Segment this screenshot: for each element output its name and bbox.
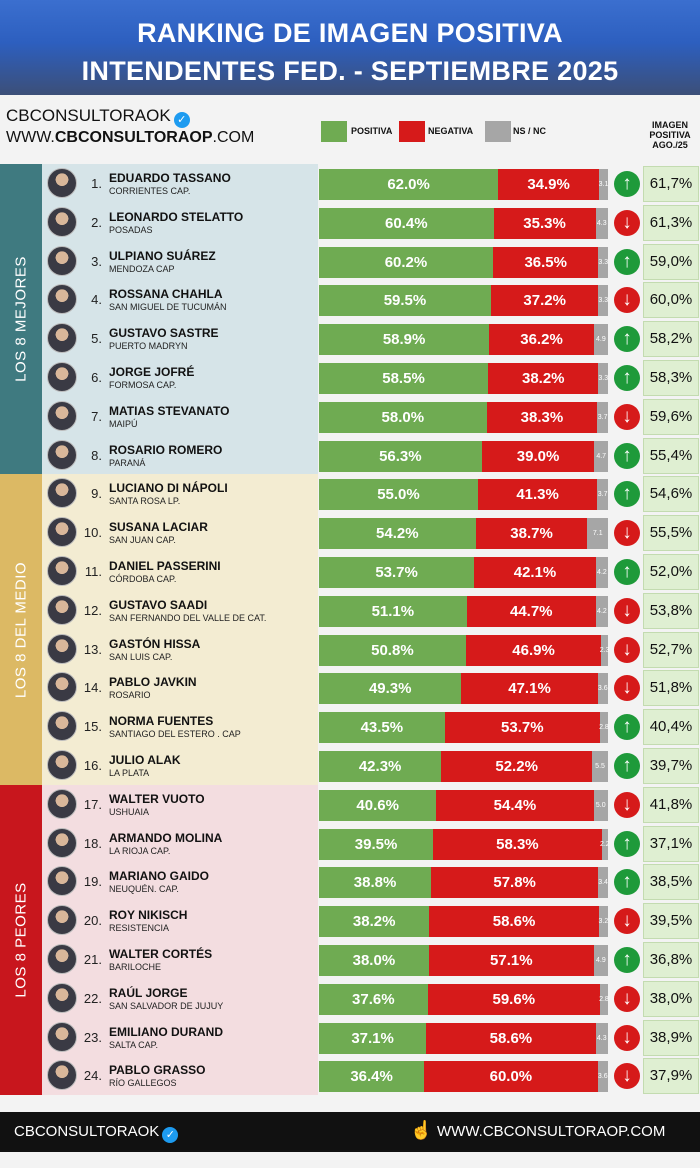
ranking-row <box>0 940 700 979</box>
rank-number: 4. <box>91 292 102 308</box>
avatar <box>47 789 77 819</box>
august-image-value: 39,7% <box>643 748 699 784</box>
bar-positive-segment: 55.0% <box>319 479 478 510</box>
bar-nsnc-segment: 3.4 <box>598 867 608 898</box>
rank-number: 22. <box>83 990 102 1006</box>
bar-positive-segment: 58.5% <box>319 363 488 394</box>
bar-negative-segment: 38.7% <box>476 518 588 549</box>
ranking-row <box>0 1018 700 1057</box>
header-banner <box>0 0 700 95</box>
avatar <box>47 362 77 392</box>
rank-number: 14. <box>83 680 102 696</box>
bar-nsnc-segment: 3.7 <box>597 479 608 510</box>
bar-negative-segment: 46.9% <box>466 635 602 666</box>
ranking-row <box>0 824 700 863</box>
mayor-name: ROSSANA CHAHLA <box>109 287 223 302</box>
ranking-row <box>0 164 700 203</box>
august-image-value: 52,7% <box>643 632 699 668</box>
stacked-bar <box>319 169 608 200</box>
avatar <box>47 944 77 974</box>
website-main: CBCONSULTORAOP <box>54 129 213 146</box>
bar-positive-segment: 40.6% <box>319 790 436 821</box>
brand-website <box>6 129 254 147</box>
mayor-name: MARIANO GAIDO <box>109 869 209 884</box>
bar-positive-segment: 42.3% <box>319 751 441 782</box>
mayor-name: JULIO ALAK <box>109 753 181 767</box>
august-image-value: 37,1% <box>643 826 699 862</box>
stacked-bar <box>319 247 608 278</box>
rank-number: 16. <box>83 758 102 773</box>
arrow-down-icon: ↓ <box>614 210 640 236</box>
city-name: POSADAS <box>109 224 153 235</box>
bar-nsnc-segment: 4.3 <box>596 208 608 239</box>
bar-nsnc-segment: 4.9 <box>594 945 608 976</box>
mayor-name: SUSANA LACIAR <box>109 520 208 535</box>
bar-positive-segment: 38.2% <box>319 906 429 937</box>
stacked-bar <box>319 402 608 433</box>
stacked-bar <box>319 712 608 743</box>
rank-number: 10. <box>83 525 102 541</box>
bar-negative-segment: 60.0% <box>424 1061 597 1092</box>
city-name: RÍO GALLEGOS <box>109 1078 177 1089</box>
verified-badge-icon: ✓ <box>174 112 190 128</box>
stacked-bar <box>319 751 608 782</box>
august-image-value: 36,8% <box>643 942 699 978</box>
city-name: SANTA ROSA LP. <box>109 496 181 507</box>
arrow-up-icon: ↑ <box>614 365 640 391</box>
stacked-bar <box>319 363 608 394</box>
avatar <box>47 440 77 470</box>
avatar <box>47 905 77 935</box>
arrow-down-icon: ↓ <box>614 1025 640 1051</box>
rank-number: 5. <box>91 331 102 347</box>
bar-negative-segment: 57.1% <box>429 945 594 976</box>
august-image-value: 55,4% <box>643 438 699 474</box>
bar-positive-segment: 62.0% <box>319 169 498 200</box>
rank-number: 12. <box>83 602 102 618</box>
website-prefix: WWW. <box>6 129 55 146</box>
bar-nsnc-segment: 3.3 <box>598 285 608 316</box>
city-name: CÓRDOBA CAP. <box>109 574 177 584</box>
bar-positive-segment: 50.8% <box>319 635 466 666</box>
bar-negative-segment: 39.0% <box>482 441 595 472</box>
bar-negative-segment: 53.7% <box>445 712 600 743</box>
bar-nsnc-segment: 2.3 <box>601 635 608 666</box>
ranking-row <box>0 242 700 281</box>
avatar <box>47 634 77 664</box>
city-name: SAN MIGUEL DE TUCUMÁN <box>109 302 227 313</box>
august-image-value: 41,8% <box>643 787 699 823</box>
arrow-down-icon: ↓ <box>614 986 640 1012</box>
august-image-value: 58,3% <box>643 360 699 396</box>
ranking-row <box>0 513 700 552</box>
august-image-value: 53,8% <box>643 593 699 629</box>
bar-positive-segment: 39.5% <box>319 829 433 860</box>
bar-negative-segment: 35.3% <box>494 208 596 239</box>
legend-negative-label: NEGATIVA <box>428 126 474 136</box>
rank-number: 13. <box>83 641 102 657</box>
city-name: SAN FERNANDO DEL VALLE DE CAT. <box>109 612 267 623</box>
stacked-bar <box>319 285 608 316</box>
bar-positive-segment: 60.4% <box>319 208 494 239</box>
bar-positive-segment: 60.2% <box>319 247 493 278</box>
pointer-hand-icon: ☝ <box>410 1120 433 1140</box>
brand-text: CBCONSULTORAOK <box>6 106 171 125</box>
mayor-name: GUSTAVO SAADI <box>109 597 208 612</box>
stacked-bar <box>319 441 608 472</box>
august-image-value: 40,4% <box>643 709 699 745</box>
august-image-value: 61,7% <box>643 166 699 202</box>
ranking-row <box>0 1056 700 1095</box>
august-image-value: 58,2% <box>643 321 699 357</box>
bar-nsnc-segment: 3.6 <box>598 1061 608 1092</box>
bar-positive-segment: 38.8% <box>319 867 431 898</box>
stacked-bar <box>319 673 608 704</box>
bar-positive-segment: 53.7% <box>319 557 474 588</box>
image-header-line-1: IMAGEN <box>652 120 688 130</box>
city-name: SAN JUAN CAP. <box>109 535 176 546</box>
august-image-value: 38,0% <box>643 981 699 1017</box>
ranking-row <box>0 979 700 1018</box>
ranking-row <box>0 746 700 785</box>
rank-number: 24. <box>83 1068 102 1084</box>
bar-negative-segment: 41.3% <box>478 479 597 510</box>
august-image-value: 39,5% <box>643 903 699 939</box>
mayor-name: PABLO JAVKIN <box>109 675 197 690</box>
august-image-value: 37,9% <box>643 1058 699 1094</box>
august-image-value: 54,6% <box>643 476 699 512</box>
city-name: BARILOCHE <box>109 962 162 972</box>
brand-handle <box>6 106 190 128</box>
bar-positive-segment: 38.0% <box>319 945 429 976</box>
stacked-bar <box>319 829 608 860</box>
rank-number: 7. <box>91 408 102 424</box>
arrow-up-icon: ↑ <box>614 171 640 197</box>
bar-nsnc-segment: 5.0 <box>594 790 608 821</box>
rank-number: 2. <box>91 214 102 230</box>
ranking-row <box>0 474 700 513</box>
city-name: PARANÁ <box>109 457 146 468</box>
mayor-name: EMILIANO DURAND <box>109 1024 223 1039</box>
bar-positive-segment: 49.3% <box>319 673 461 704</box>
ranking-row <box>0 280 700 319</box>
footer-website: WWW.CBCONSULTORAOP.COM <box>437 1123 666 1140</box>
stacked-bar <box>319 867 608 898</box>
stacked-bar <box>319 518 608 549</box>
bar-negative-segment: 58.6% <box>429 906 598 937</box>
bar-negative-segment: 52.2% <box>441 751 592 782</box>
mayor-name: GUSTAVO SASTRE <box>109 326 219 341</box>
avatar <box>47 983 77 1013</box>
arrow-down-icon: ↓ <box>614 637 640 663</box>
website-suffix: .COM <box>212 129 255 146</box>
city-name: LA RIOJA CAP. <box>109 845 171 856</box>
stacked-bar <box>319 208 608 239</box>
avatar <box>47 168 77 198</box>
group-label: LOS 8 DEL MEDIO <box>12 561 30 698</box>
ranking-row <box>0 668 700 707</box>
avatar <box>47 595 77 625</box>
avatar <box>47 866 77 896</box>
rank-number: 8. <box>91 447 102 463</box>
stacked-bar <box>319 596 608 627</box>
arrow-down-icon: ↓ <box>614 404 640 430</box>
bar-nsnc-segment: 4.3 <box>596 1023 608 1054</box>
mayor-name: JORGE JOFRÉ <box>109 365 195 379</box>
mayor-name: ROSARIO ROMERO <box>109 442 223 457</box>
avatar <box>47 711 77 741</box>
mayor-name: GASTÓN HISSA <box>109 636 201 651</box>
mayor-name: ROY NIKISCH <box>109 908 188 923</box>
image-header-line-2: POSITIVA <box>649 130 691 140</box>
title-line-2: INTENDENTES FED. - SEPTIEMBRE 2025 <box>81 56 619 86</box>
arrow-down-icon: ↓ <box>614 287 640 313</box>
mayor-name: WALTER VUOTO <box>109 791 205 806</box>
bar-nsnc-segment: 4.9 <box>594 324 608 355</box>
rank-number: 9. <box>91 486 102 502</box>
bar-nsnc-segment: 4.2 <box>596 557 608 588</box>
ranking-row <box>0 630 700 669</box>
ranking-row <box>0 397 700 436</box>
bar-negative-segment: 44.7% <box>467 596 596 627</box>
bar-positive-segment: 58.9% <box>319 324 489 355</box>
stacked-bar <box>319 790 608 821</box>
august-image-value: 59,6% <box>643 399 699 435</box>
arrow-down-icon: ↓ <box>614 520 640 546</box>
rank-number: 23. <box>83 1029 102 1045</box>
bar-negative-segment: 36.2% <box>489 324 594 355</box>
arrow-up-icon: ↑ <box>614 559 640 585</box>
august-image-value: 61,3% <box>643 205 699 241</box>
bar-positive-segment: 36.4% <box>319 1061 424 1092</box>
image-column-header <box>641 120 699 150</box>
stacked-bar <box>319 1061 608 1092</box>
bar-positive-segment: 37.6% <box>319 984 428 1015</box>
bar-negative-segment: 54.4% <box>436 790 593 821</box>
footer-brand <box>14 1123 178 1143</box>
city-name: SANTIAGO DEL ESTERO . CAP <box>109 729 241 740</box>
ranking-row <box>0 785 700 824</box>
arrow-up-icon: ↑ <box>614 481 640 507</box>
arrow-up-icon: ↑ <box>614 249 640 275</box>
mayor-name: DANIEL PASSERINI <box>109 559 221 573</box>
mayor-name: RAÚL JORGE <box>109 985 188 1000</box>
stacked-bar <box>319 906 608 937</box>
bar-nsnc-segment: 3.7 <box>597 402 608 433</box>
stacked-bar <box>319 479 608 510</box>
group-label: LOS 8 MEJORES <box>12 256 30 383</box>
bar-nsnc-segment: 4.7 <box>594 441 608 472</box>
mayor-name: ULPIANO SUÁREZ <box>109 248 216 263</box>
avatar <box>47 1022 77 1052</box>
bar-negative-segment: 47.1% <box>461 673 597 704</box>
verified-badge-icon: ✓ <box>162 1127 178 1143</box>
bar-nsnc-segment: 3.6 <box>598 673 608 704</box>
rank-number: 15. <box>83 719 102 735</box>
bar-negative-segment: 58.3% <box>433 829 601 860</box>
footer-bar <box>0 1112 700 1152</box>
legend-nsnc-swatch <box>485 121 511 142</box>
bar-positive-segment: 43.5% <box>319 712 445 743</box>
mayor-name: LUCIANO DI NÁPOLI <box>109 481 228 496</box>
august-image-value: 52,0% <box>643 554 699 590</box>
ranking-row <box>0 901 700 940</box>
ranking-row <box>0 358 700 397</box>
arrow-down-icon: ↓ <box>614 675 640 701</box>
city-name: PUERTO MADRYN <box>109 341 188 352</box>
mayor-name: ARMANDO MOLINA <box>109 830 223 845</box>
mayor-name: NORMA FUENTES <box>109 714 214 729</box>
mayor-name: LEONARDO STELATTO <box>109 209 244 224</box>
avatar <box>47 323 77 353</box>
avatar <box>47 207 77 237</box>
rank-number: 6. <box>91 370 102 385</box>
city-name: MAIPÚ <box>109 418 138 429</box>
rank-number: 17. <box>83 796 102 812</box>
title-line-1: RANKING DE IMAGEN POSITIVA <box>137 18 563 48</box>
bar-positive-segment: 58.0% <box>319 402 487 433</box>
rank-number: 3. <box>91 253 102 269</box>
rank-number: 19. <box>83 874 102 890</box>
image-header-line-3: AGO./25 <box>652 140 688 150</box>
city-name: RESISTENCIA <box>109 923 170 934</box>
bar-negative-segment: 58.6% <box>426 1023 595 1054</box>
bar-positive-segment: 59.5% <box>319 285 491 316</box>
avatar <box>47 556 77 586</box>
stacked-bar <box>319 984 608 1015</box>
bar-negative-segment: 34.9% <box>498 169 599 200</box>
avatar <box>47 478 77 508</box>
avatar <box>47 1060 77 1090</box>
legend-positive-label: POSITIVA <box>351 126 393 136</box>
bar-nsnc-segment: 5.5 <box>592 751 608 782</box>
august-image-value: 59,0% <box>643 244 699 280</box>
rank-number: 18. <box>83 835 102 851</box>
bar-negative-segment: 42.1% <box>474 557 596 588</box>
avatar <box>47 672 77 702</box>
arrow-down-icon: ↓ <box>614 908 640 934</box>
august-image-value: 55,5% <box>643 515 699 551</box>
legend-negative-swatch <box>399 121 425 142</box>
arrow-up-icon: ↑ <box>614 869 640 895</box>
legend-positive-swatch <box>321 121 347 142</box>
mayor-name: PABLO GRASSO <box>109 1063 206 1078</box>
avatar <box>47 517 77 547</box>
stacked-bar <box>319 635 608 666</box>
city-name: NEUQUÉN. CAP. <box>109 884 179 895</box>
stacked-bar <box>319 945 608 976</box>
city-name: USHUAIA <box>109 806 150 817</box>
bar-nsnc-segment: 2.8 <box>600 712 608 743</box>
group-label: LOS 8 PEORES <box>12 882 30 998</box>
city-name: SAN LUIS CAP. <box>109 651 173 662</box>
city-name: FORMOSA CAP. <box>109 380 177 390</box>
bar-negative-segment: 38.2% <box>488 363 598 394</box>
ranking-row <box>0 203 700 242</box>
avatar <box>47 284 77 314</box>
ranking-row <box>0 436 700 475</box>
bar-nsnc-segment: 3.3 <box>598 247 608 278</box>
bar-negative-segment: 57.8% <box>431 867 598 898</box>
arrow-up-icon: ↑ <box>614 443 640 469</box>
bar-negative-segment: 59.6% <box>428 984 600 1015</box>
city-name: MENDOZA CAP <box>109 263 175 274</box>
bar-nsnc-segment: 7.1 <box>587 518 608 549</box>
arrow-up-icon: ↑ <box>614 714 640 740</box>
avatar <box>47 828 77 858</box>
bar-negative-segment: 38.3% <box>487 402 598 433</box>
august-image-value: 51,8% <box>643 670 699 706</box>
ranking-row <box>0 591 700 630</box>
mayor-name: WALTER CORTÉS <box>109 947 213 961</box>
avatar <box>47 750 77 780</box>
arrow-up-icon: ↑ <box>614 947 640 973</box>
mayor-name: EDUARDO TASSANO <box>109 171 231 185</box>
rank-number: 20. <box>83 913 102 929</box>
arrow-down-icon: ↓ <box>614 792 640 818</box>
august-image-value: 38,9% <box>643 1020 699 1056</box>
bar-positive-segment: 56.3% <box>319 441 482 472</box>
arrow-up-icon: ↑ <box>614 831 640 857</box>
arrow-up-icon: ↑ <box>614 753 640 779</box>
rank-number: 21. <box>83 952 102 967</box>
arrow-down-icon: ↓ <box>614 1063 640 1089</box>
city-name: CORRIENTES CAP. <box>109 186 191 196</box>
footer-brand-text: CBCONSULTORAOK <box>14 1123 160 1140</box>
rank-number: 11. <box>84 564 102 579</box>
bar-nsnc-segment: 3.2 <box>599 906 608 937</box>
avatar <box>47 401 77 431</box>
legend-nsnc-label: NS / NC <box>513 126 547 136</box>
bar-nsnc-segment: 2.2 <box>602 829 608 860</box>
mayor-name: MATIAS STEVANATO <box>109 403 230 418</box>
stacked-bar <box>319 324 608 355</box>
bar-negative-segment: 37.2% <box>491 285 599 316</box>
arrow-down-icon: ↓ <box>614 598 640 624</box>
ranking-row <box>0 319 700 358</box>
ranking-row <box>0 552 700 591</box>
arrow-up-icon: ↑ <box>614 326 640 352</box>
bar-nsnc-segment: 3.1 <box>599 169 608 200</box>
stacked-bar <box>319 1023 608 1054</box>
city-name: SALTA CAP. <box>109 1039 159 1050</box>
ranking-row <box>0 862 700 901</box>
bar-positive-segment: 51.1% <box>319 596 467 627</box>
stacked-bar <box>319 557 608 588</box>
bar-positive-segment: 37.1% <box>319 1023 426 1054</box>
ranking-row <box>0 707 700 746</box>
rank-number: 1. <box>91 176 102 191</box>
bar-nsnc-segment: 3.3 <box>598 363 608 394</box>
bar-positive-segment: 54.2% <box>319 518 476 549</box>
city-name: ROSARIO <box>109 690 151 701</box>
bar-nsnc-segment: 4.2 <box>596 596 608 627</box>
bar-negative-segment: 36.5% <box>493 247 598 278</box>
avatar <box>47 246 77 276</box>
august-image-value: 60,0% <box>643 282 699 318</box>
city-name: SAN SALVADOR DE JUJUY <box>109 1000 224 1011</box>
august-image-value: 38,5% <box>643 864 699 900</box>
bar-nsnc-segment: 2.8 <box>600 984 608 1015</box>
city-name: LA PLATA <box>109 768 150 778</box>
